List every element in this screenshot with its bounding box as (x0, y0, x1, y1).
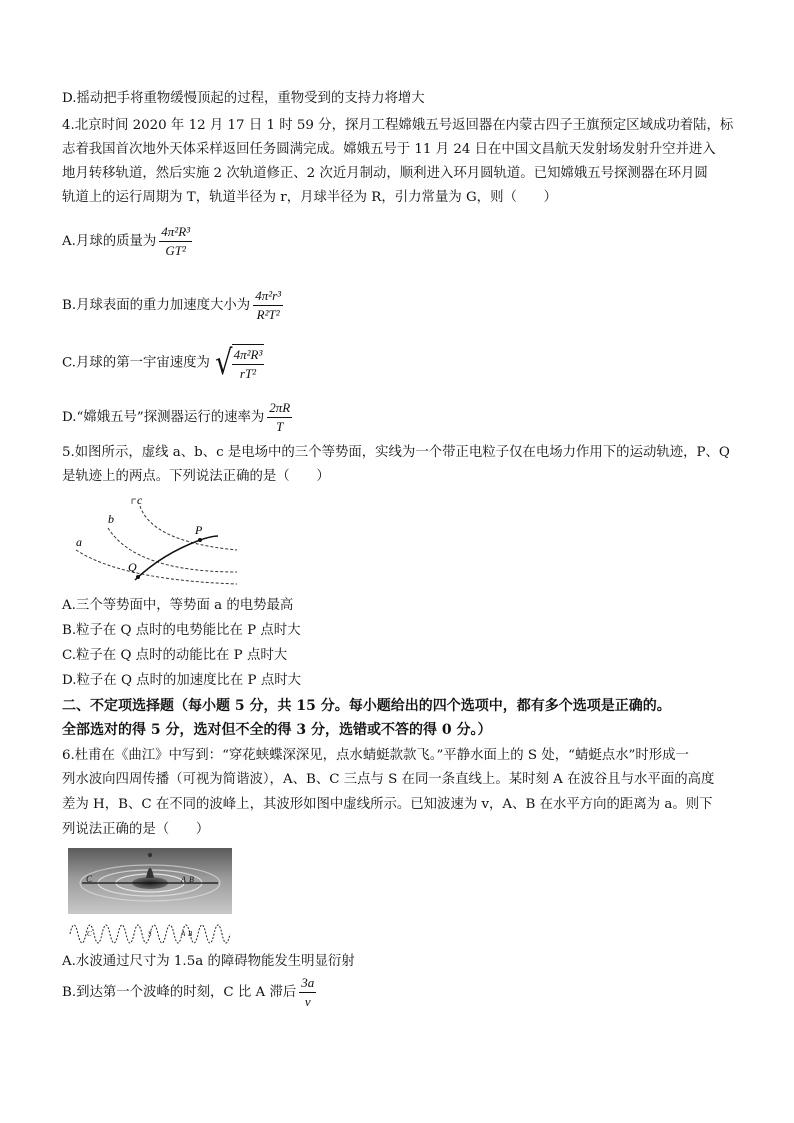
q4-option-a-text: A.月球的质量为 (62, 234, 157, 249)
q6-option-b-formula: $\frac{3a}{v}$ (301, 975, 315, 1009)
q6-option-b (62, 975, 316, 1010)
q6-stem-line-2: 列水波向四周传播（可视为简谐波），A、B、C 三点与 S 在同一条直线上。某时刻 A 在波谷且与水平面的高度 (62, 772, 715, 787)
q4-stem-line-3: 地月转移轨道，然后实施 2 次轨道修正、2 次近月制动，顺利进入环月圆轨道。已知嫦娥五号探测器在环月圆 (62, 166, 708, 181)
q4-option-b-formula: $\frac{\text{4π²r³}}{\text{R²T²}}$ (255, 288, 282, 322)
q4-option-b (62, 288, 283, 323)
photo-label-b: B (189, 875, 194, 884)
q6-option-b-text: B.到达第一个波峰的时刻，C 比 A 滞后 (62, 985, 297, 1000)
q6-stem-line-3: 差为 H，B、C 在不同的波峰上，其波形如图中虚线所示。已知波速为 v，A、B 在水平方向的距离为 a。则下 (62, 797, 713, 812)
q3-option-d: D.摇动把手将重物缓慢顶起的过程，重物受到的支持力将增大 (62, 91, 425, 106)
equipotential-c (140, 506, 237, 550)
q5-option-c: C.粒子在 Q 点时的动能比在 P 点时大 (62, 648, 288, 663)
label-a: a (76, 535, 82, 549)
q5-option-d: D.粒子在 Q 点时的加速度比在 P 点时大 (62, 673, 301, 688)
q4-option-b-text: B.月球表面的重力加速度大小为 (62, 298, 251, 313)
equipotential-diagram (62, 492, 242, 592)
label-c: c (137, 493, 143, 507)
section-2-heading-line-1: 二、不定项选择题（每小题 5 分，共 15 分。每小题给出的四个选项中，都有多个选项是正确的。 (62, 698, 671, 714)
q5-stem-line-2: 是轨迹上的两点。下列说法正确的是（ ） (62, 469, 330, 484)
photo-label-c: C (86, 874, 93, 884)
q4-option-a-formula: $\frac{\text{4π²R³}}{\text{GT²}}$ (161, 224, 191, 258)
equipotential-a (76, 550, 237, 584)
photo-label-a: A (181, 875, 186, 884)
q4-stem-line-4: 轨道上的运行周期为 T，轨道半径为 r，月球半径为 R，引力常量为 G，则（ ） (62, 190, 558, 205)
q4-option-c (62, 344, 264, 382)
q6-stem-line-4: 列说法正确的是（ ） (62, 822, 210, 837)
q6-option-a: A.水波通过尺寸为 1.5a 的障碍物能发生明显衍射 (62, 954, 355, 969)
q4-option-c-formula: √ $\frac{\text{4π²R³}}{\text{rT²}}$ (215, 343, 263, 383)
q4-option-d-text: D.“嫦娥五号”探测器运行的速率为 (62, 410, 265, 425)
wave-label-a: A (181, 930, 186, 938)
q4-option-a (62, 224, 192, 259)
point-p (198, 538, 202, 542)
wave-label-b: B (188, 930, 193, 938)
q6-stem-line-1: 6.杜甫在《曲江》中写到：“穿花蛱蝶深深见，点水蜻蜓款款飞。”平静水面上的 S 处，“蜻蜓点水”时形成一 (62, 748, 689, 763)
water-ripple-figure (68, 848, 232, 946)
q5-option-b: B.粒子在 Q 点时的电势能比在 P 点时大 (62, 623, 301, 638)
section-2-heading-line-2: 全部选对的得 5 分，选对但不全的得 3 分，选错或不答的得 0 分。） (62, 722, 492, 738)
point-q (136, 575, 140, 579)
q4-stem-line-1: 4.北京时间 2020 年 12 月 17 日 1 时 59 分，探月工程嫦娥五号返回器在内蒙古四子王旗预定区域成功着陆，标 (62, 118, 734, 133)
wave-label-s: S (148, 930, 152, 938)
label-p: P (195, 523, 203, 537)
q4-stem-line-2: 志着我国首次地外天体采样返回任务圆满完成。嫦娥五号于 11 月 24 日在中国文昌航天发射场发射升空并进入 (62, 142, 716, 157)
wave-label-c: C (87, 930, 92, 938)
label-b: b (108, 512, 114, 526)
q4-option-d (62, 400, 292, 435)
q5-stem-line-1: 5.如图所示，虚线 a、b、c 是电场中的三个等势面，实线为一个带正电粒子仅在电场力作用下的运动轨迹，P、Q (62, 445, 730, 460)
q4-option-d-formula: $\frac{2\pi R}{T}$ (269, 400, 291, 434)
q4-option-c-text: C.月球的第一宇宙速度为 (62, 355, 210, 371)
q5-option-a: A.三个等势面中，等势面 a 的电势最高 (62, 598, 294, 613)
label-q: Q (128, 560, 137, 574)
